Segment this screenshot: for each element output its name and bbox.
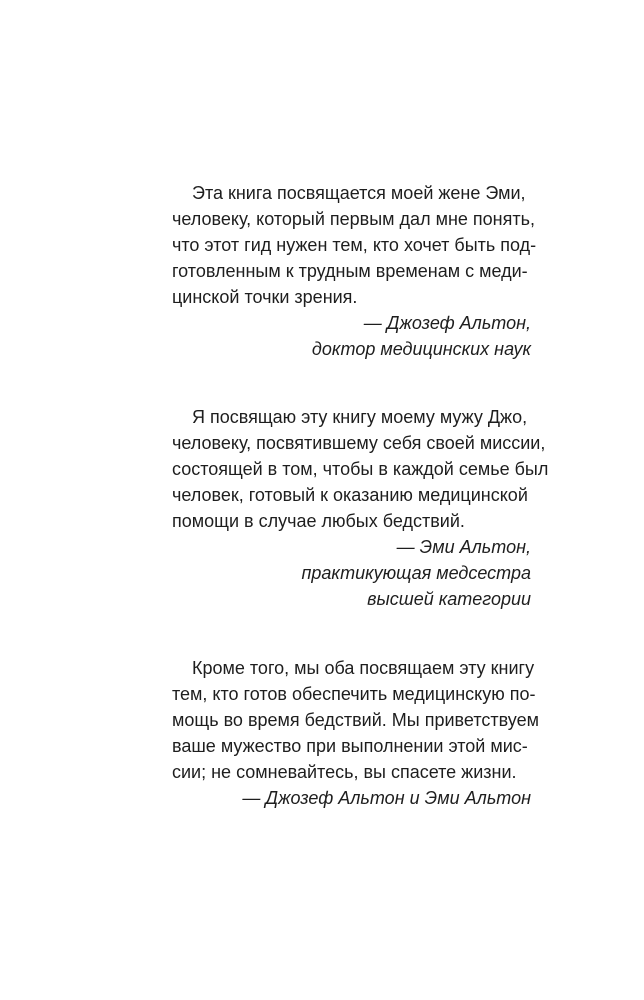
dedication-joseph	[172, 181, 537, 361]
dedication-text-line: помощи в случае любых бедствий.	[172, 511, 465, 531]
signature-line: — Джозеф Альтон,	[363, 313, 531, 333]
dedication-text-line: состоящей в том, чтобы в каждой семье был	[172, 459, 549, 479]
signature-line: практикующая медсестра	[301, 563, 531, 583]
dedication-text-line: сии; не сомневайтесь, вы спасете жизни.	[172, 762, 517, 782]
dedication-text-line: Кроме того, мы оба посвящаем эту книгу	[192, 658, 535, 678]
signature-line: высшей категории	[367, 589, 531, 609]
dedication-text-line: готовленным к трудным временам с меди-	[172, 261, 528, 281]
signature-line: — Джозеф Альтон и Эми Альтон	[242, 788, 531, 808]
dedication-joint	[172, 656, 539, 816]
dedication-amy	[172, 405, 549, 610]
signature-line: доктор медицинских наук	[311, 339, 531, 359]
dedication-text-line: мощь во время бедствий. Мы приветствуем	[172, 710, 539, 730]
dedication-text-line: тем, кто готов обеспечить медицинскую по-	[172, 684, 536, 704]
signature-line: — Эми Альтон,	[396, 537, 531, 557]
dedication-text-line: цинской точки зрения.	[172, 287, 358, 307]
dedication-text-line: Эта книга посвящается моей жене Эми,	[192, 183, 526, 203]
dedication-text-line: ваше мужество при выполнении этой мис-	[172, 736, 528, 756]
dedication-text-line: человек, готовый к оказанию медицинской	[172, 485, 528, 505]
dedication-text-line: Я посвящаю эту книгу моему мужу Джо,	[192, 407, 528, 427]
dedication-text-line: человеку, который первым дал мне понять,	[172, 209, 535, 229]
dedication-text-line: человеку, посвятившему себя своей миссии,	[172, 433, 546, 453]
dedication-text-line: что этот гид нужен тем, кто хочет быть под-	[172, 235, 537, 255]
